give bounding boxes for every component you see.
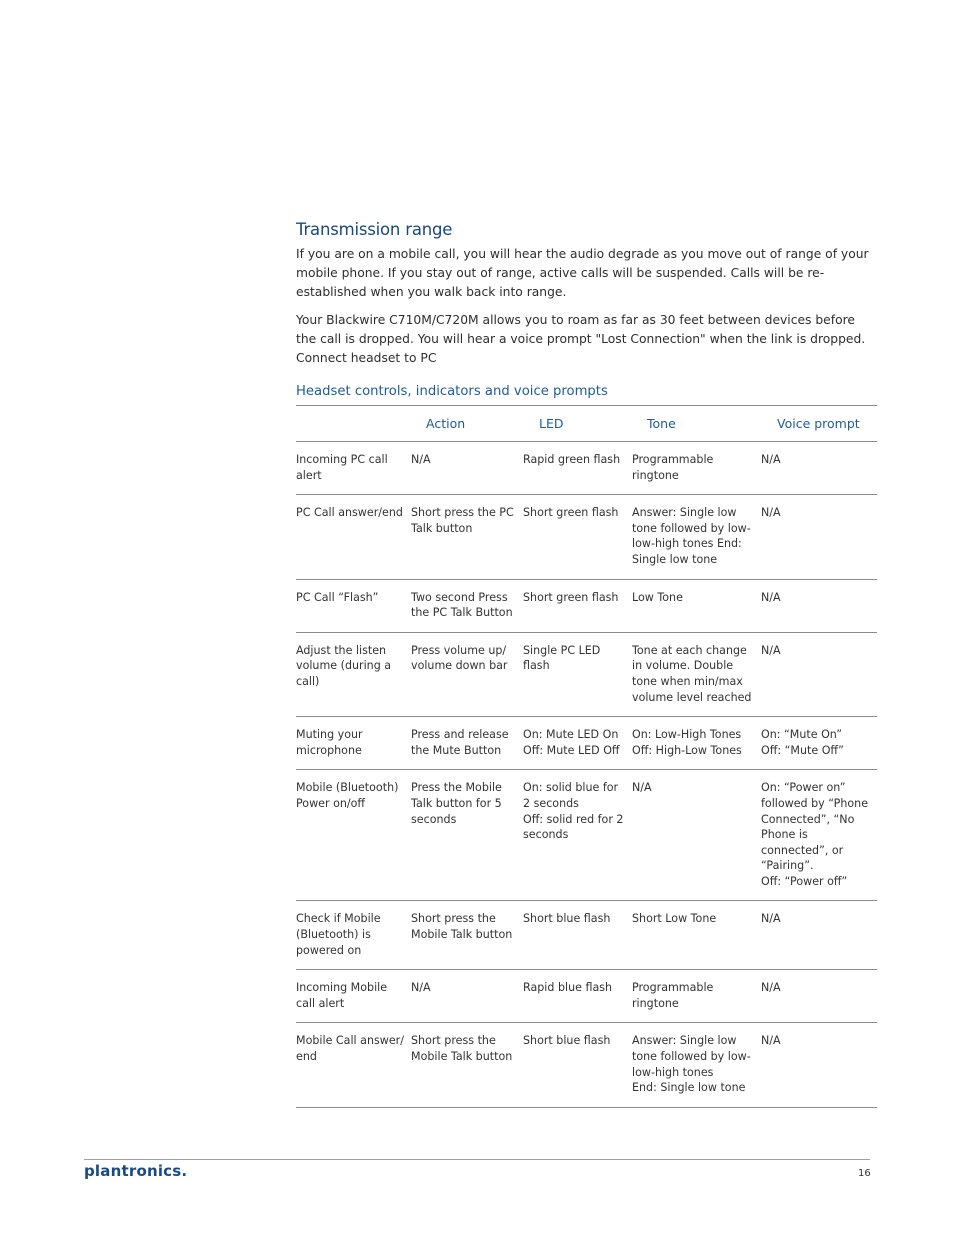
- cell-feature: Adjust the listen volume (during a call): [296, 632, 411, 716]
- cell-tone: Low Tone: [632, 579, 761, 632]
- cell-tone: Programmable ringtone: [632, 970, 761, 1023]
- cell-feature: Check if Mobile (Bluetooth) is powered on: [296, 901, 411, 970]
- cell-led: On: solid blue for 2 seconds Off: solid red for 2 seconds: [523, 770, 632, 901]
- cell-feature: Incoming Mobile call alert: [296, 970, 411, 1023]
- cell-voice-prompt: N/A: [761, 970, 877, 1023]
- cell-action: Press the Mobile Talk button for 5 seconds: [411, 770, 523, 901]
- cell-led: Short blue flash: [523, 901, 632, 970]
- cell-voice-prompt: N/A: [761, 495, 877, 579]
- cell-tone: Tone at each change in volume. Double tone when min/max volume level reached: [632, 632, 761, 716]
- cell-tone: Programmable ringtone: [632, 442, 761, 495]
- cell-action: N/A: [411, 442, 523, 495]
- cell-voice-prompt: N/A: [761, 632, 877, 716]
- plantronics-logo: plantronics.: [84, 1162, 188, 1180]
- section-title: Transmission range: [296, 220, 453, 239]
- cell-feature: PC Call answer/end: [296, 495, 411, 579]
- table-row: [296, 632, 877, 716]
- cell-voice-prompt: N/A: [761, 442, 877, 495]
- table-row: [296, 495, 877, 579]
- cell-tone: On: Low-High Tones Off: High-Low Tones: [632, 717, 761, 770]
- column-header-led: LED: [523, 406, 632, 442]
- table-row: [296, 970, 877, 1023]
- cell-tone: N/A: [632, 770, 761, 901]
- cell-action: N/A: [411, 970, 523, 1023]
- cell-led: Rapid blue flash: [523, 970, 632, 1023]
- table-row: [296, 1023, 877, 1107]
- cell-led: Short green flash: [523, 579, 632, 632]
- cell-voice-prompt: N/A: [761, 1023, 877, 1107]
- page-number: 16: [858, 1168, 871, 1179]
- column-header-feature: [296, 406, 411, 442]
- cell-led: Single PC LED flash: [523, 632, 632, 716]
- cell-led: Short blue flash: [523, 1023, 632, 1107]
- column-header-tone: Tone: [632, 406, 761, 442]
- page-content: [296, 220, 877, 1108]
- table-row: [296, 717, 877, 770]
- table-header-row: [296, 406, 877, 442]
- cell-action: Short press the PC Talk button: [411, 495, 523, 579]
- cell-action: Short press the Mobile Talk button: [411, 901, 523, 970]
- cell-tone: Answer: Single low tone followed by low-low-high tones End: Single low tone: [632, 495, 761, 579]
- footer-divider: [84, 1159, 870, 1160]
- cell-led: Short green flash: [523, 495, 632, 579]
- cell-action: Two second Press the PC Talk Button: [411, 579, 523, 632]
- cell-voice-prompt: On: “Power on” followed by “Phone Connected”, “No Phone is connected”, or “Pairing”. Off: “Power off”: [761, 770, 877, 901]
- cell-feature: Mobile (Bluetooth) Power on/off: [296, 770, 411, 901]
- cell-action: Short press the Mobile Talk button: [411, 1023, 523, 1107]
- paragraph-roam: Your Blackwire C710M/C720M allows you to roam as far as 30 feet between devices before the call is dropped. You will hear a voice prompt "Lost Connection" when the link is dropped. Connect headset to PC: [296, 313, 866, 365]
- cell-feature: Mobile Call answer/ end: [296, 1023, 411, 1107]
- paragraph-range: If you are on a mobile call, you will hear the audio degrade as you move out of range of your mobile phone. If you stay out of range, active calls will be suspended. Calls will be re-established when you walk back into range.: [296, 247, 869, 299]
- cell-led: Rapid green flash: [523, 442, 632, 495]
- cell-feature: Incoming PC call alert: [296, 442, 411, 495]
- column-header-voice-prompt: Voice prompt: [761, 406, 877, 442]
- cell-feature: PC Call “Flash”: [296, 579, 411, 632]
- cell-voice-prompt: N/A: [761, 579, 877, 632]
- cell-action: Press volume up/ volume down bar: [411, 632, 523, 716]
- table-row: [296, 770, 877, 901]
- controls-table: [296, 405, 877, 1108]
- cell-action: Press and release the Mute Button: [411, 717, 523, 770]
- table-row: [296, 901, 877, 970]
- cell-feature: Muting your microphone: [296, 717, 411, 770]
- cell-voice-prompt: On: “Mute On” Off: “Mute Off”: [761, 717, 877, 770]
- column-header-action: Action: [411, 406, 523, 442]
- table-row: [296, 442, 877, 495]
- table-row: [296, 579, 877, 632]
- cell-tone: Answer: Single low tone followed by low-low-high tones End: Single low tone: [632, 1023, 761, 1107]
- table-heading: Headset controls, indicators and voice prompts: [296, 384, 608, 399]
- cell-voice-prompt: N/A: [761, 901, 877, 970]
- cell-tone: Short Low Tone: [632, 901, 761, 970]
- cell-led: On: Mute LED On Off: Mute LED Off: [523, 717, 632, 770]
